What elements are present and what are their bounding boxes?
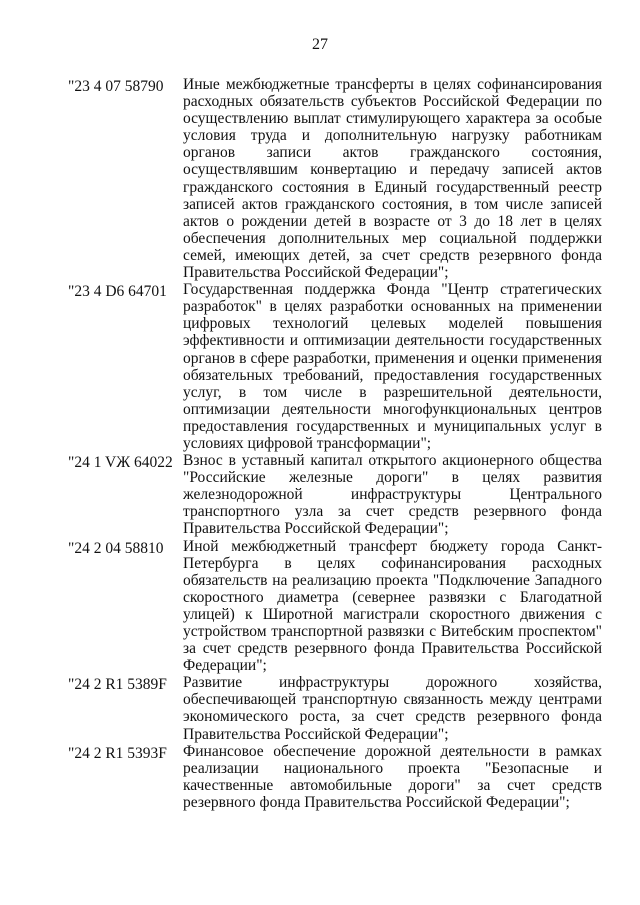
budget-classification-code: "24 2 R1 5389F (68, 676, 167, 694)
budget-classification-code: "23 4 07 58790 (68, 78, 164, 95)
budget-code-entry (0, 76, 640, 281)
budget-code-entry (0, 743, 640, 811)
budget-code-entry (0, 452, 640, 537)
budget-classification-code: "24 2 04 58810 (68, 539, 164, 557)
budget-code-entry (0, 281, 640, 452)
budget-classification-code: "24 1 VЖ 64022 (68, 454, 173, 472)
budget-classification-code: "24 2 R1 5393F (68, 744, 167, 762)
expenditure-description: Иные межбюджетные трансферты в целях софинансирования расходных обязательств субъектов Российской Федерации по осуществлению выплат стимулирующего характера за особые условия труда и дополнительную нагрузку работникам органов записи актов гражданского состояния, осуществлявшим конвертацию и передачу записей актов гражданского состояния в Единый государственный реестр записей актов гражданского состояния, в том числе записей актов о рождении детей в возрасте от 3 до 18 лет в целях обеспечения дополнительных мер социальной поддержки семей, имеющих детей, за счет средств резервного фонда Правительства Российской Федерации"; (183, 76, 602, 282)
expenditure-description: Взнос в уставный капитал открытого акционерного общества "Российские железные дороги" в целях развития железнодорожной инфраструктуры Центрального транспортного узла за счет средств резервного фонда Правительства Российской Федерации"; (183, 452, 602, 538)
expenditure-description: Государственная поддержка Фонда "Центр стратегических разработок" в целях разработки основанных на применении цифровых технологий целевых моделей повышения эффективности и оптимизации деятельности государственных органов в сфере разработки, применения и оценки применения обязательных требований, предоставления государственных услуг, в том числе в разрешительной деятельности, оптимизации деятельности многофункциональных центров предоставления государственных и муниципальных услуг в условиях цифровой трансформации"; (183, 281, 602, 452)
budget-classification-code: "23 4 D6 64701 (68, 283, 167, 301)
budget-code-entry (0, 538, 640, 675)
budget-code-entry (0, 674, 640, 742)
page-number: 27 (312, 36, 328, 53)
expenditure-description: Финансовое обеспечение дорожной деятельности в рамках реализации национального проекта "Безопасные и качественные автомобильные дороги" за счет средств резервного фонда Правительства Российской Федерации"; (183, 742, 602, 811)
expenditure-description: Иной межбюджетный трансферт бюджету города Санкт-Петербурга в целях софинансирования расходных обязательств на реализацию проекта "Подключение Западного скоростного диаметра (севернее развязки с Благодатной улицей) к Широтной магистрали скоростного движения с устройством транспортной развязки с Витебским проспектом" за счет средств резервного фонда Правительства Российской Федерации"; (183, 537, 602, 675)
expenditure-description: Развитие инфраструктуры дорожного хозяйства, обеспечивающей транспортную связанность между центрами экономического роста, за счет средств резервного фонда Правительства Российской Федерации"; (183, 674, 602, 743)
budget-code-list (0, 76, 640, 811)
